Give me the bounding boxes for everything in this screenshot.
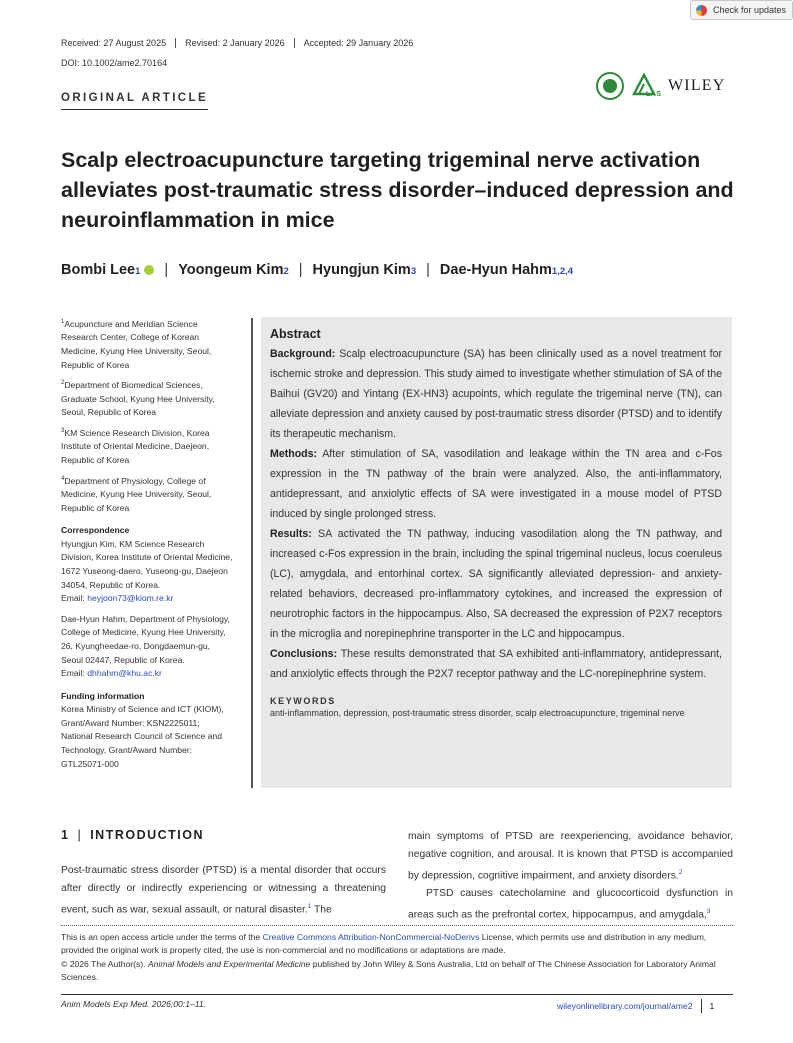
copyright-text: published by John Wiley & Sons Australia, Ltd on behalf of The Chinese Association for Laboratory Animal Sciences. — [61, 958, 716, 983]
author-separator: | — [426, 262, 430, 278]
author-affiliation-ref[interactable]: 3 — [410, 266, 417, 277]
abstract-methods — [270, 444, 722, 524]
doi[interactable]: DOI: 10.1002/ame2.70164 — [61, 58, 168, 68]
funding-text: Korea Ministry of Science and ICT (KIOM), Grant/Award Number: KSN2225011; National Research Council of Science and Technology, Grant/Award Number: GTL25071-000 — [61, 704, 224, 769]
section-label: Conclusions: — [270, 648, 338, 660]
page-number: 1 — [701, 999, 715, 1013]
affiliation — [61, 316, 233, 372]
copyright-line — [61, 958, 733, 985]
affiliation-number: 4 — [61, 475, 65, 482]
correspondence-label: Correspondence — [61, 525, 130, 536]
citation-ref[interactable]: 2 — [678, 869, 683, 876]
email-link[interactable]: heyjoon73@kiom.re.kr — [87, 593, 174, 604]
ilas-logo-text: LAS — [646, 91, 662, 98]
heading-separator: | — [77, 828, 83, 842]
section-heading — [61, 828, 204, 842]
article-type: ORIGINAL ARTICLE — [61, 92, 208, 110]
body-paragraph — [408, 828, 733, 885]
journal-url-link[interactable]: wileyonlinelibrary.com/journal/ame2 — [557, 1001, 693, 1011]
footer-divider — [61, 994, 733, 995]
correspondence-block — [61, 613, 233, 681]
citation-ref[interactable]: 1 — [307, 903, 312, 910]
affiliation — [61, 425, 233, 468]
section-number: 1 — [61, 828, 70, 842]
email-link[interactable]: dhhahm@khu.ac.kr — [87, 668, 162, 679]
paragraph-text: The — [311, 904, 332, 916]
license-notice — [61, 931, 733, 985]
license-text: This is an open access article under the terms of the — [61, 932, 263, 942]
journal-name: Animal Models and Experimental Medicine — [147, 958, 311, 969]
abstract-title: Abstract — [270, 327, 321, 341]
body-column-left — [61, 862, 386, 919]
association-seal-icon — [596, 72, 624, 100]
ilas-logo-icon — [630, 72, 664, 100]
received-date: Received: 27 August 2025 — [61, 38, 167, 48]
section-label: Background: — [270, 348, 336, 360]
author-affiliation-ref[interactable]: 1 — [135, 266, 141, 277]
license-text: License, which permits use and distribution in any medium, provided the original work is properly cited, the use is non-commercial and no modifications or adaptations are made. — [61, 932, 707, 956]
author-name[interactable]: Yoongeum Kim — [178, 262, 284, 278]
section-text: Scalp electroacupuncture (SA) has been clinically used as a novel treatment for ischemic stroke and depression. This study aimed to investigate whether stimulation of SA of the Baihui (GV20) and Yintang (EX-HN3) acupoints, which regulate the trigeminal nerve (TN), can alleviate depression and anxiety caused by post-traumatic stress disorder (PTSD) and to identify its therapeutic mechanism. — [270, 348, 722, 440]
check-for-updates-button[interactable] — [690, 0, 793, 20]
abstract-background — [270, 344, 722, 444]
affiliation-text: KM Science Research Division, Korea Institute of Oriental Medicine, Daejeon, Republic of Korea — [61, 427, 210, 465]
affiliation-number: 2 — [61, 380, 65, 387]
email-label: Email: — [61, 668, 88, 679]
citation-ref[interactable]: 3 — [706, 908, 711, 916]
license-line — [61, 931, 733, 958]
license-divider — [61, 925, 733, 926]
section-label: Methods: — [270, 448, 318, 460]
author-affiliation-ref[interactable]: 1,2,4 — [551, 266, 574, 277]
section-label: Results: — [270, 528, 312, 540]
crossmark-icon — [696, 5, 707, 16]
footer-right — [557, 999, 714, 1013]
footer-citation: Anim Models Exp Med. 2026;00:1–11. — [61, 999, 207, 1009]
revised-date: Revised: 2 January 2026 — [175, 38, 294, 48]
paragraph-text: Post-traumatic stress disorder (PTSD) is a mental disorder that occurs after directly or indirectly experiencing or witnessing a threatening event, such as war, sexual assault, or natural disaster. — [61, 865, 386, 916]
author-list — [61, 262, 573, 278]
body-column-right — [408, 828, 733, 925]
section-text: SA activated the TN pathway, inducing vasodilation along the TN pathway, and increased c-Fos expression in the brain, including the spinal trigeminal nucleus, locus coeruleus (LC), amygdala, and entorhinal cortex. SA significantly alleviated depression- and anxiety-related behaviors, decreased pro-inflammatory cytokines, and increased the expression of neurotrophic factors in the hippocampus. Also, SA decreased the expression of P2X7 receptors in the microglia and norepinephrine transporter in the LC and hippocampus. — [270, 528, 722, 640]
sidebar-divider — [251, 318, 253, 788]
affiliation-text: Department of Biomedical Sciences, Graduate School, Kyung Hee University, Seoul, Republic of Korea — [61, 380, 215, 418]
abstract-conclusions — [270, 644, 722, 684]
author-affiliation-ref[interactable]: 2 — [283, 266, 289, 277]
author-name[interactable]: Dae-Hyun Hahm — [439, 262, 552, 278]
section-text: After stimulation of SA, vasodilation and leakage within the TN area and c-Fos expression in the TN pathway of the brain were analyzed. Also, the anti-inflammatory, antidepressant, and anxiolytic effects of SA were investigated in a mouse model of PTSD induced by single prolonged stress. — [270, 448, 722, 520]
check-for-updates-label: Check for updates — [713, 5, 787, 15]
orcid-icon[interactable] — [144, 265, 154, 275]
affiliation-text: Department of Physiology, College of Medicine, Kyung Hee University, Seoul, Republic of Korea — [61, 475, 212, 513]
section-text: These results demonstrated that SA exhibited anti-inflammatory, antidepressant, and anxiolytic effects through the P2X7 receptor pathway and the LC-norepinephrine system. — [270, 648, 722, 680]
license-link[interactable]: Creative Commons Attribution-NonCommercial-NoDerivs — [262, 932, 480, 942]
copyright-text: © 2026 The Author(s). — [61, 958, 148, 969]
email-label: Email: — [61, 593, 88, 604]
author-name[interactable]: Hyungjun Kim — [312, 262, 411, 278]
article-history — [61, 38, 422, 48]
keywords-list: anti-inflammation, depression, post-traumatic stress disorder, scalp electroacupuncture, trigeminal nerve — [270, 708, 685, 718]
affiliation — [61, 377, 233, 420]
author-name[interactable]: Bombi Lee — [61, 262, 136, 278]
paragraph-text: main symptoms of PTSD are reexperiencing, avoidance behavior, negative cognition, and arousal. It is known that PTSD is accompanied by depression, cognitive impairment, and anxiety disorders. — [408, 831, 733, 882]
accepted-date: Accepted: 29 January 2026 — [294, 38, 423, 48]
publisher-logos — [596, 72, 726, 100]
author-separator: | — [164, 262, 169, 278]
abstract-box — [261, 317, 732, 788]
affiliation-text: Acupuncture and Meridian Science Research Center, College of Korean Medicine, Kyung Hee University, Seoul, Republic of Korea — [61, 318, 212, 370]
article-title: Scalp electroacupuncture targeting trigeminal nerve activation alleviates post-traumatic stress disorder–induced depression and neuroinflammation in mice — [61, 148, 734, 232]
wiley-logo: WILEY — [668, 77, 726, 94]
abstract-results — [270, 524, 722, 644]
funding-label: Funding information — [61, 690, 145, 701]
affiliation — [61, 473, 233, 516]
affiliation-number: 3 — [61, 427, 65, 434]
section-title: INTRODUCTION — [90, 828, 205, 842]
correspondence-address: Dae-Hyun Hahm, Department of Physiology, College of Medicine, Kyung Hee University, 26, Kyungheedae-ro, Dongdaemun-gu, Seoul 02447, Republic of Korea. — [61, 613, 230, 665]
body-paragraph — [61, 862, 386, 919]
author-separator: | — [298, 262, 303, 278]
keywords-label: KEYWORDS — [270, 696, 336, 706]
paragraph-text: PTSD causes catecholamine and glucocorticoid dysfunction in areas such as the prefrontal cortex, hippocampus, and amygdala, — [408, 888, 733, 921]
body-paragraph — [408, 885, 733, 924]
correspondence-block — [61, 538, 233, 606]
article-sidebar — [61, 316, 233, 771]
correspondence-address: Hyungjun Kim, KM Science Research Division, Korea Institute of Oriental Medicine, 1672 Yuseong-daero, Yuseong-gu, Daejeon 34054, Republic of Korea. — [61, 538, 233, 590]
affiliation-number: 1 — [61, 319, 65, 325]
